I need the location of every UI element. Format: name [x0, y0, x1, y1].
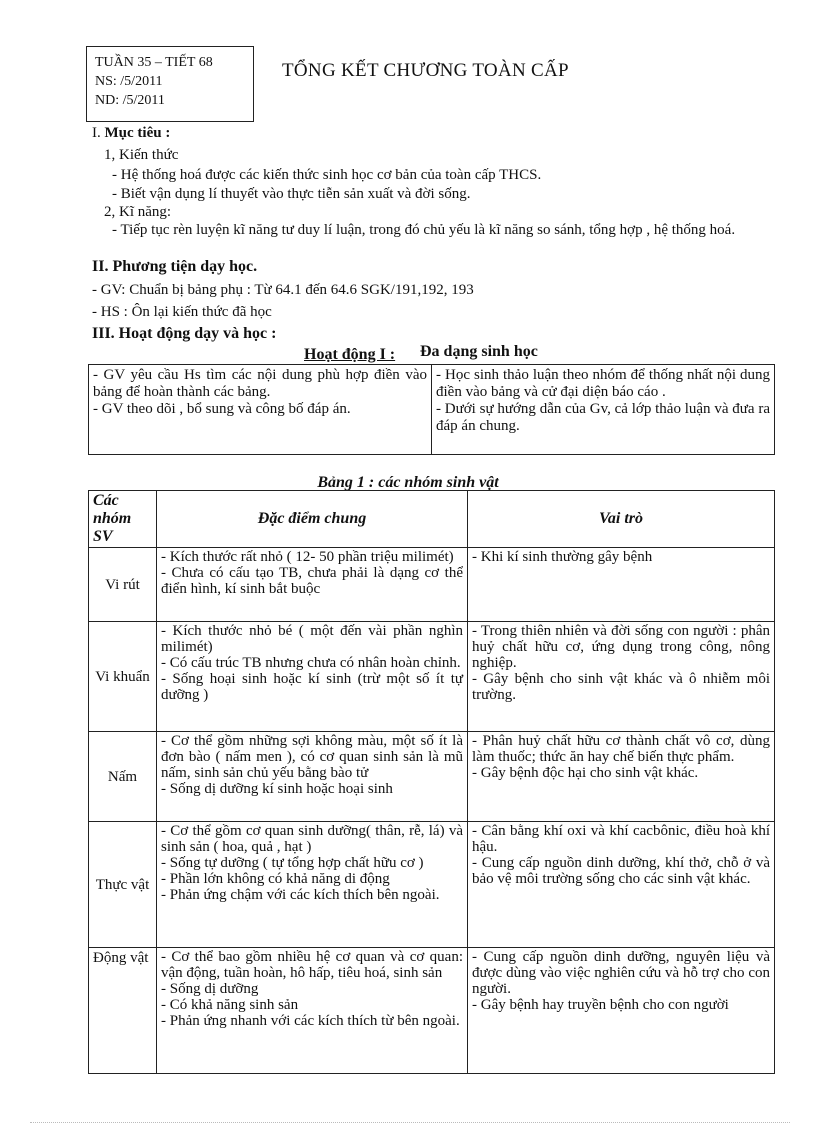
skill-text: - Tiếp tục rèn luyện kĩ năng tư duy lí luận, trong đó chủ yếu là kĩ năng so sánh, tổng hợp , hệ thống hoá. — [112, 222, 736, 238]
teacher-activity-1: - GV yêu cầu Hs tìm các nội dung phù hợp điền vào bảng để hoàn thành các bảng. — [93, 367, 427, 400]
feature-item: - Cơ thể bao gồm nhiều hệ cơ quan và cơ quan: vận động, tuần hoàn, hô hấp, tiêu hoá, sinh sản — [161, 949, 463, 981]
header-roles: Vai trò — [468, 491, 775, 548]
table1-caption: Bảng 1 : các nhóm sinh vật — [317, 474, 499, 491]
gv-preparation: - GV: Chuẩn bị bảng phụ : Từ 64.1 đến 64.6 SGK/191,192, 193 — [92, 282, 474, 298]
hs-preparation: - HS : Ôn lại kiến thức đã học — [92, 304, 272, 320]
section1-heading-text: Mục tiêu : — [104, 125, 171, 141]
features-cell — [157, 548, 468, 622]
section1-prefix: I. — [92, 125, 105, 141]
knowledge-title: 1, Kiến thức — [104, 147, 179, 163]
feature-item: - Kích thước rất nhỏ ( 12- 50 phần triệu milimét) — [161, 549, 454, 565]
feature-item: - Sống dị dưỡng kí sinh hoặc hoại sinh — [161, 781, 393, 797]
feature-item: - Phần lớn không có khả năng di động — [161, 871, 390, 887]
roles-cell — [468, 948, 775, 1074]
group-name: Vi rút — [89, 548, 157, 622]
group-name: Thực vật — [89, 822, 157, 948]
feature-item: - Cơ thể gồm những sợi không màu, một số ít là đơn bào ( nấm men ), có cơ quan sinh sản là mũ nấm, sinh sản chủ yếu bằng bào tử — [161, 733, 463, 781]
role-item: - Gây bệnh hay truyền bệnh cho con người — [472, 997, 729, 1013]
header-features: Đặc điểm chung — [157, 491, 468, 548]
feature-item: - Sống dị dưỡng — [161, 981, 259, 997]
role-item: - Phân huỷ chất hữu cơ thành chất vô cơ, dùng làm thuốc; thức ăn hay chế biến thực phẩm. — [472, 733, 770, 765]
teacher-activity-2: - GV theo dõi , bổ sung và công bố đáp án. — [93, 401, 351, 417]
feature-item: - Sống hoại sinh hoặc kí sinh (trừ một số ít tự dưỡng ) — [161, 671, 463, 703]
roles-cell — [468, 732, 775, 822]
knowledge-item-2: - Biết vận dụng lí thuyết vào thực tiễn sản xuất và đời sống. — [112, 186, 471, 202]
features-cell — [157, 822, 468, 948]
header-groups: Các nhóm SV — [89, 491, 157, 548]
table-row — [89, 822, 775, 948]
student-activity-1: - Học sinh thảo luận theo nhóm để thống nhất nội dung điền vào bảng và cử đại diện báo cáo . — [436, 367, 770, 400]
knowledge-item-1: - Hệ thống hoá được các kiến thức sinh học cơ bản của toàn cấp THCS. — [112, 167, 542, 183]
table-row — [89, 548, 775, 622]
group-name: Động vật — [89, 948, 157, 1074]
student-activity-2: - Dưới sự hướng dẫn của Gv, cả lớp thảo luận và đưa ra đáp án chung. — [436, 401, 770, 434]
section1-heading — [92, 124, 170, 142]
table-row — [89, 622, 775, 732]
feature-item: - Phản ứng chậm với các kích thích bên ngoài. — [161, 887, 440, 903]
organism-groups-table — [88, 490, 775, 1074]
activity-title: Đa dạng sinh học — [420, 343, 538, 360]
feature-item: - Phản ứng nhanh với các kích thích từ bên ngoài. — [161, 1013, 460, 1029]
feature-item: - Sống tự dưỡng ( tự tổng hợp chất hữu cơ ) — [161, 855, 424, 871]
role-item: - Khi kí sinh thường gây bệnh — [472, 549, 653, 565]
lesson-info-box — [86, 46, 254, 122]
group-name: Vi khuẩn — [89, 622, 157, 732]
role-item: - Gây bệnh cho sinh vật khác và ô nhiễm môi trường. — [472, 671, 770, 703]
role-item: - Trong thiên nhiên và đời sống con người : phân huỷ chất hữu cơ, ứng dụng trong công, nông nghiệp. — [472, 623, 770, 671]
nd-date: ND: /5/2011 — [95, 93, 165, 108]
ns-date: NS: /5/2011 — [95, 74, 163, 89]
table-row — [89, 948, 775, 1074]
group-name: Nấm — [89, 732, 157, 822]
features-cell — [157, 622, 468, 732]
features-cell — [157, 732, 468, 822]
feature-item: - Có cấu trúc TB nhưng chưa có nhân hoàn chỉnh. — [161, 655, 461, 671]
role-item: - Cân bằng khí oxi và khí cacbônic, điều hoà khí hậu. — [472, 823, 770, 855]
role-item: - Cung cấp nguồn dinh dưỡng, nguyên liệu và được dùng vào việc nghiên cứu và hỗ trợ cho con người. — [472, 949, 770, 997]
feature-item: - Kích thước nhỏ bé ( một đến vài phần nghìn milimét) — [161, 623, 463, 655]
activity-table — [88, 364, 775, 455]
teacher-activity-cell — [89, 365, 432, 455]
section3-heading: III. Hoạt động dạy và học : — [92, 325, 277, 342]
roles-cell — [468, 822, 775, 948]
feature-item: - Chưa có cấu tạo TB, chưa phải là dạng cơ thể điển hình, kí sinh bắt buộc — [161, 565, 463, 597]
features-cell — [157, 948, 468, 1074]
student-activity-cell — [432, 365, 775, 455]
roles-cell — [468, 622, 775, 732]
skill-title: 2, Kĩ năng: — [104, 204, 172, 220]
table-row — [89, 732, 775, 822]
roles-cell — [468, 548, 775, 622]
week-lesson-label: TUẦN 35 – TIẾT 68 — [95, 55, 213, 70]
role-item: - Cung cấp nguồn dinh dưỡng, khí thở, chỗ ở và bảo vệ môi trường sống cho các sinh vật khác. — [472, 855, 770, 887]
role-item: - Gây bệnh độc hại cho sinh vật khác. — [472, 765, 699, 781]
feature-item: - Cơ thể gồm cơ quan sinh dưỡng( thân, rễ, lá) và sinh sản ( hoa, quả , hạt ) — [161, 823, 463, 855]
section2-heading: II. Phương tiện dạy học. — [92, 258, 258, 275]
feature-item: - Có khả năng sinh sản — [161, 997, 299, 1013]
activity-label: Hoạt động I : — [304, 346, 396, 363]
page-title: TỔNG KẾT CHƯƠNG TOÀN CẤP — [282, 60, 569, 81]
